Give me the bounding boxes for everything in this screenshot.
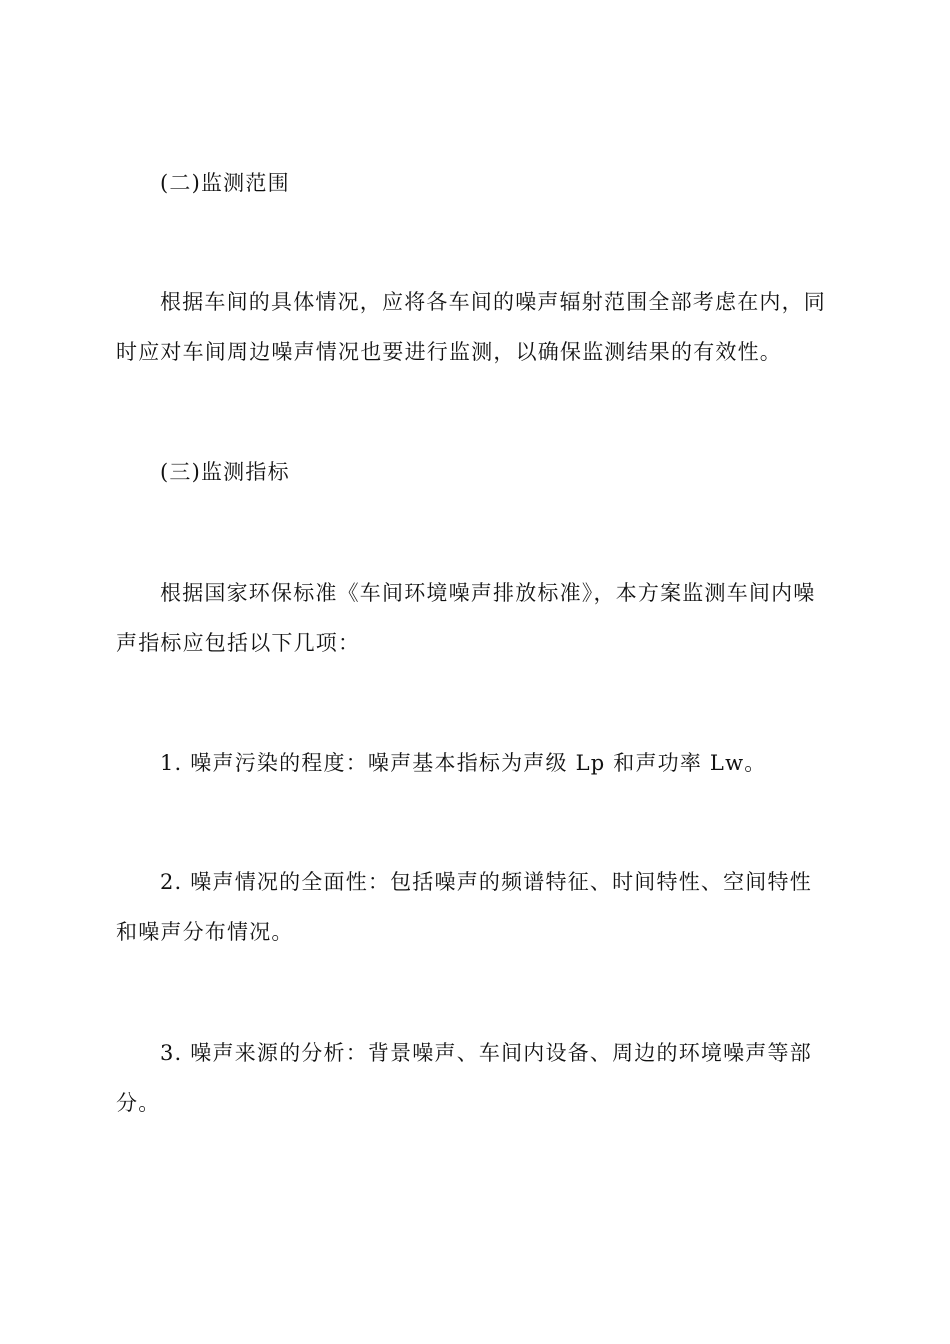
list-item-3-continuation: 分。 — [116, 1091, 161, 1115]
list-item-1: 1. 噪声污染的程度：噪声基本指标为声级 Lp 和声功率 Lw。 — [160, 751, 767, 775]
paragraph-line: 根据车间的具体情况，应将各车间的噪声辐射范围全部考虑在内，同 — [160, 290, 826, 314]
list-item-2-continuation: 和噪声分布情况。 — [116, 920, 294, 944]
list-item-2: 2. 噪声情况的全面性：包括噪声的频谱特征、时间特性、空间特性 — [160, 870, 812, 894]
paragraph-line: 声指标应包括以下几项： — [116, 631, 361, 655]
paragraph-line: 时应对车间周边噪声情况也要进行监测，以确保监测结果的有效性。 — [116, 340, 782, 364]
paragraph-line: 根据国家环保标准《车间环境噪声排放标准》，本方案监测车间内噪 — [160, 581, 816, 605]
list-item-3: 3. 噪声来源的分析：背景噪声、车间内设备、周边的环境噪声等部 — [160, 1041, 812, 1065]
section-heading-monitoring-indicators: (三)监测指标 — [160, 460, 290, 484]
section-heading-monitoring-scope: (二)监测范围 — [160, 171, 290, 195]
